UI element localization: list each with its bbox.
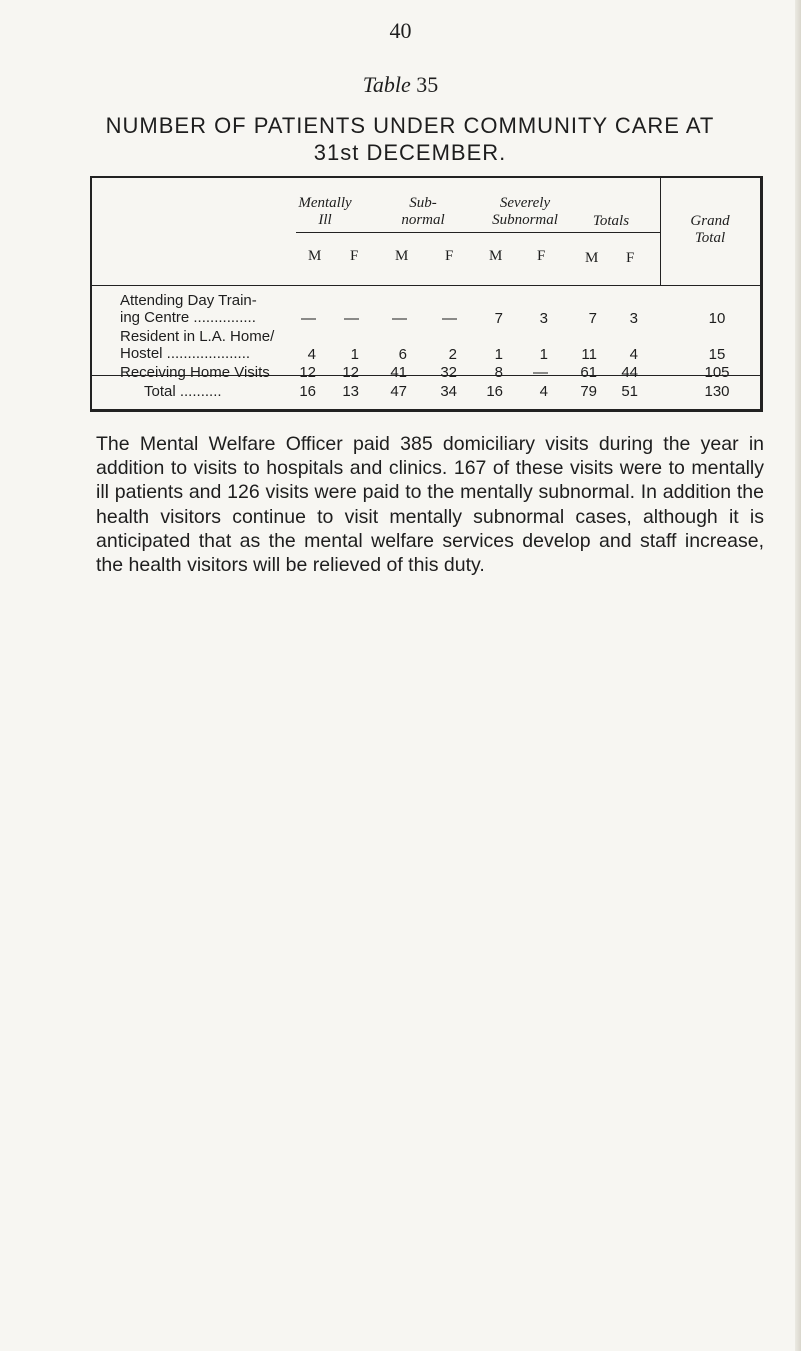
subheader-f: F bbox=[445, 248, 454, 264]
group-line: Ill bbox=[318, 212, 332, 228]
group-line: Total bbox=[694, 230, 726, 246]
group-line: Subnormal bbox=[492, 212, 558, 228]
row-label-line: Resident in L.A. Home/ bbox=[120, 328, 275, 345]
total-cell: 34 bbox=[440, 383, 457, 400]
table-cell: 11 bbox=[581, 346, 597, 363]
table-label-number: 35 bbox=[416, 72, 439, 97]
total-row-label: Total .......... bbox=[144, 383, 222, 400]
group-header-totals bbox=[576, 213, 646, 230]
subheader-f: F bbox=[350, 248, 359, 264]
table-title-line-2: 31st DECEMBER. bbox=[313, 140, 507, 165]
subheader-rule bbox=[296, 232, 660, 233]
row-label-line: ing Centre ............... bbox=[120, 309, 256, 326]
table-label-prefix: Table bbox=[362, 72, 411, 97]
group-line: Totals bbox=[592, 213, 630, 229]
row-label-line: Hostel .................... bbox=[120, 345, 251, 362]
subheader-m: M bbox=[585, 250, 599, 266]
total-cell: 79 bbox=[580, 383, 597, 400]
table-cell: 12 bbox=[299, 364, 316, 381]
group-line: normal bbox=[401, 212, 445, 228]
header-divider bbox=[92, 285, 760, 286]
body-paragraph: The Mental Welfare Officer paid 385 domiciliary visits during the year in addition to visits to hospitals and clinics. 167 of these visits were to mentally ill patients and 126 visits were paid to the mentally subnormal. In addition the health visitors continue to visit mentally subnormal cases, although it is anticipated that as the mental welfare services develop and staff increase, the health visitors will be relieved of this duty. bbox=[96, 433, 764, 577]
total-cell: 16 bbox=[486, 383, 503, 400]
table-cell: — bbox=[301, 310, 316, 327]
table-cell: 1 bbox=[350, 346, 359, 363]
table-cell: — bbox=[392, 310, 407, 327]
table-cell: 44 bbox=[621, 364, 638, 381]
group-header-severely-subnormal bbox=[480, 195, 570, 229]
table-cell-grand-total: 15 bbox=[708, 346, 726, 363]
subheader-f: F bbox=[626, 250, 635, 266]
page-number: 40 bbox=[389, 18, 412, 43]
table-title bbox=[60, 112, 760, 166]
table-cell: — bbox=[533, 364, 548, 381]
table-cell: 12 bbox=[342, 364, 359, 381]
table-cell: 2 bbox=[448, 346, 457, 363]
table-cell: 7 bbox=[494, 310, 503, 327]
subheader-m: M bbox=[489, 248, 503, 264]
group-line: Grand bbox=[690, 213, 730, 229]
total-cell: 51 bbox=[621, 383, 638, 400]
subheader-f: F bbox=[537, 248, 546, 264]
group-line: Mentally bbox=[298, 195, 352, 211]
group-line: Severely bbox=[499, 195, 551, 211]
subheader-m: M bbox=[395, 248, 409, 264]
table-cell: 41 bbox=[390, 364, 407, 381]
table-cell: 32 bbox=[440, 364, 457, 381]
total-cell-grand-total: 130 bbox=[704, 383, 730, 400]
table-cell-grand-total: 10 bbox=[708, 310, 726, 327]
total-cell: 4 bbox=[539, 383, 548, 400]
table-cell: 4 bbox=[629, 346, 638, 363]
table-cell: — bbox=[442, 310, 457, 327]
table-label bbox=[0, 72, 801, 98]
table-cell: 4 bbox=[307, 346, 316, 363]
subheader-m: M bbox=[308, 248, 322, 264]
table-cell: 3 bbox=[629, 310, 638, 327]
table-title-line-1: NUMBER OF PATIENTS UNDER COMMUNITY CARE AT bbox=[105, 113, 715, 138]
table-cell: 1 bbox=[494, 346, 503, 363]
row-label-line: Attending Day Train- bbox=[120, 292, 257, 309]
total-cell: 13 bbox=[342, 383, 359, 400]
group-line: Sub- bbox=[409, 195, 437, 211]
total-cell: 47 bbox=[390, 383, 407, 400]
table-cell-grand-total: 105 bbox=[704, 364, 730, 381]
group-header-mentally-ill bbox=[290, 195, 360, 229]
table-cell: — bbox=[344, 310, 359, 327]
row-label-resident-home bbox=[120, 328, 274, 362]
table-cell: 1 bbox=[539, 346, 548, 363]
table-cell: 8 bbox=[494, 364, 503, 381]
table-cell: 6 bbox=[398, 346, 407, 363]
patients-table bbox=[90, 176, 763, 412]
page-edge bbox=[795, 0, 801, 1351]
table-cell: 7 bbox=[588, 310, 597, 327]
row-label-home-visits bbox=[120, 364, 270, 381]
grand-total-header bbox=[667, 213, 753, 247]
table-cell: 3 bbox=[539, 310, 548, 327]
table-cell: 61 bbox=[580, 364, 597, 381]
row-label-line: Receiving Home Visits bbox=[120, 364, 270, 381]
group-header-subnormal bbox=[388, 195, 458, 229]
grand-total-divider bbox=[660, 178, 661, 285]
row-label-day-training bbox=[120, 292, 257, 326]
total-cell: 16 bbox=[299, 383, 316, 400]
